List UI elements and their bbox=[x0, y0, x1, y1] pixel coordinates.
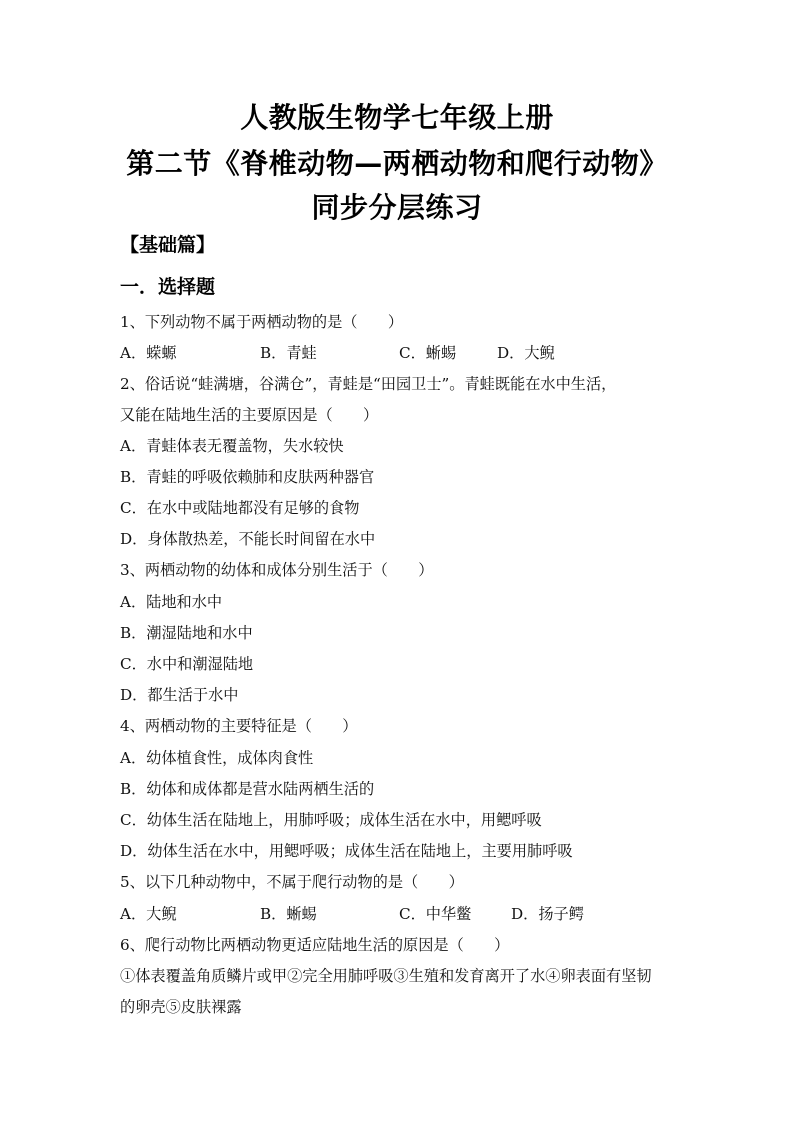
q4-option-d: D．幼体生活在水中，用鳃呼吸；成体生活在陆地上，主要用肺呼吸 bbox=[120, 842, 573, 860]
q4-option-b: B．幼体和成体都是营水陆两栖生活的 bbox=[120, 780, 375, 798]
q1-option-d: D．大鲵 bbox=[497, 344, 555, 362]
q1-stem: 1、下列动物不属于两栖动物的是（ ） bbox=[120, 313, 404, 331]
q5-option-c: C．中华鳖 bbox=[399, 905, 472, 923]
q2-option-c: C．在水中或陆地都没有足够的食物 bbox=[120, 499, 360, 517]
q6-statements-line2: 的卵壳⑤皮肤裸露 bbox=[120, 998, 242, 1016]
q1-option-c: C．蜥蜴 bbox=[399, 344, 457, 362]
q2-stem-line2: 又能在陆地生活的主要原因是（ ） bbox=[120, 406, 379, 424]
q4-option-c: C．幼体生活在陆地上，用肺呼吸；成体生活在水中，用鳃呼吸 bbox=[120, 811, 542, 829]
title-practice: 同步分层练习 bbox=[311, 191, 483, 224]
q5-stem: 5、以下几种动物中，不属于爬行动物的是（ ） bbox=[120, 873, 464, 891]
q4-stem: 4、两栖动物的主要特征是（ ） bbox=[120, 717, 358, 735]
title-section: 第二节《脊椎动物—两栖动物和爬行动物》 bbox=[126, 147, 668, 180]
q5-option-d: D．扬子鳄 bbox=[511, 905, 584, 923]
q1-option-b: B．青蛙 bbox=[260, 344, 317, 362]
title-textbook: 人教版生物学七年级上册 bbox=[240, 101, 554, 134]
section-basic: 【基础篇】 bbox=[120, 234, 216, 256]
section-choice: 一．选择题 bbox=[120, 276, 216, 298]
q2-option-d: D．身体散热差，不能长时间留在水中 bbox=[120, 530, 376, 548]
q3-stem: 3、两栖动物的幼体和成体分别生活于（ ） bbox=[120, 561, 434, 579]
q1-option-a: A．蝾螈 bbox=[120, 344, 177, 362]
q5-option-b: B．蜥蜴 bbox=[260, 905, 317, 923]
q2-stem-line1: 2、俗话说“蛙满塘，谷满仓”，青蛙是“田园卫士”。青蛙既能在水中生活， bbox=[120, 375, 617, 393]
q3-option-b: B．潮湿陆地和水中 bbox=[120, 624, 253, 642]
q6-statements-line1: ①体表覆盖角质鳞片或甲②完全用肺呼吸③生殖和发育离开了水④卵表面有坚韧 bbox=[120, 967, 652, 985]
q2-option-a: A．青蛙体表无覆盖物，失水较快 bbox=[120, 437, 344, 455]
q3-option-a: A．陆地和水中 bbox=[120, 593, 223, 611]
q4-option-a: A．幼体植食性，成体肉食性 bbox=[120, 749, 314, 767]
q3-option-d: D．都生活于水中 bbox=[120, 686, 239, 704]
q5-option-a: A．大鲵 bbox=[120, 905, 177, 923]
q6-stem: 6、爬行动物比两栖动物更适应陆地生活的原因是（ ） bbox=[120, 936, 510, 954]
q2-option-b: B．青蛙的呼吸依赖肺和皮肤两种器官 bbox=[120, 468, 375, 486]
q3-option-c: C．水中和潮湿陆地 bbox=[120, 655, 254, 673]
